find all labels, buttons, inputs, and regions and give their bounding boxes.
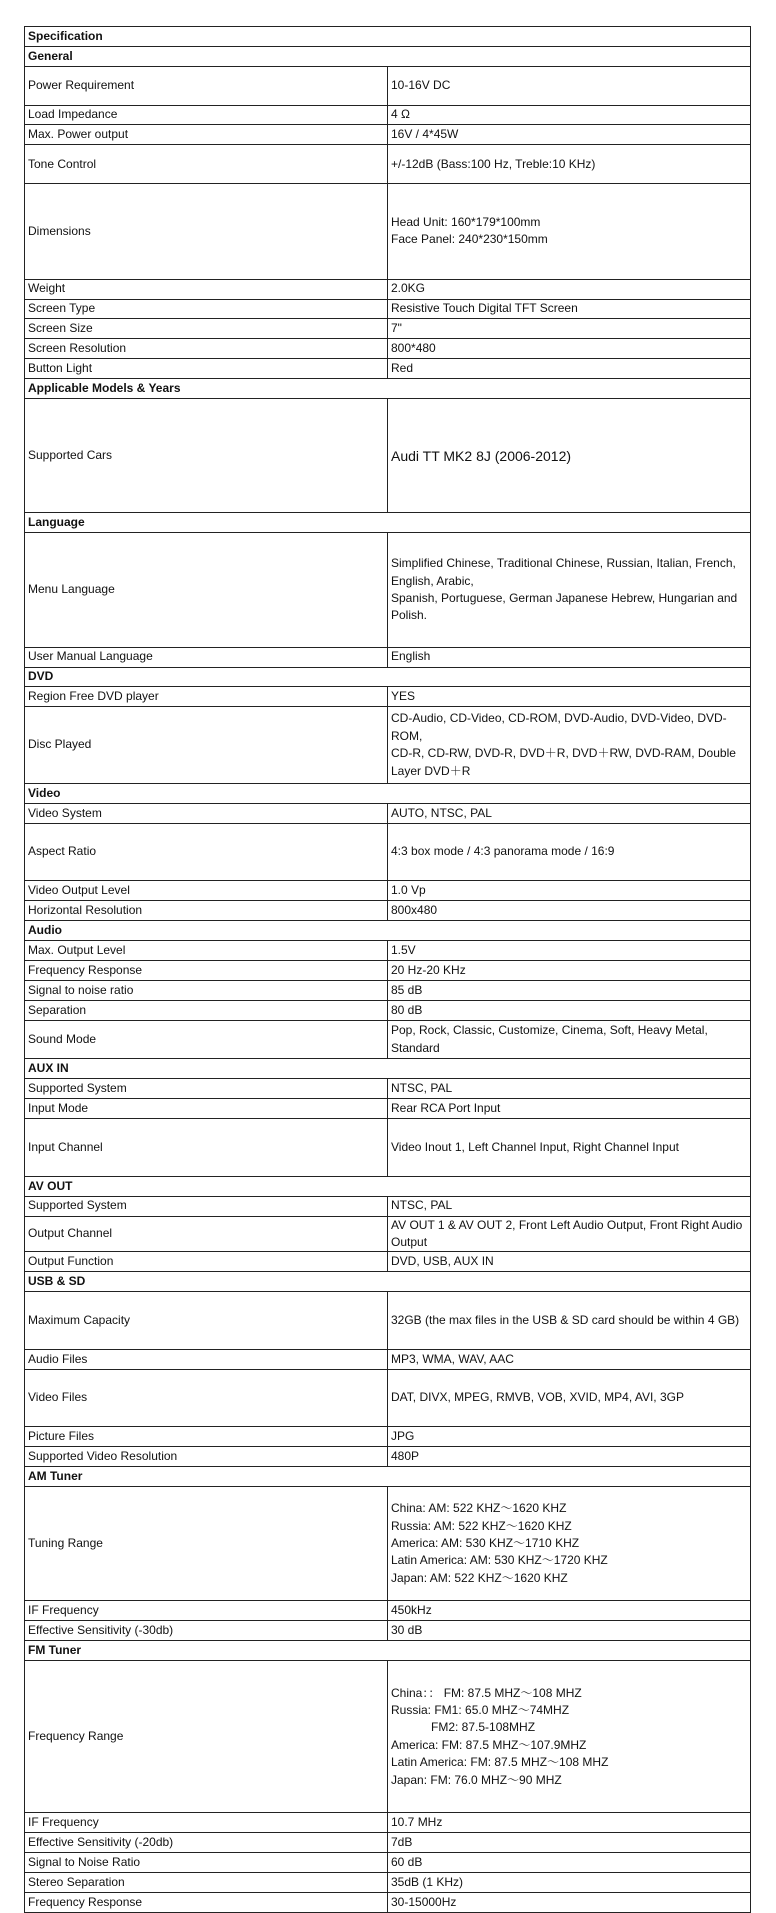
- spec-row: [25, 1000, 751, 1020]
- spec-label: Supported Video Resolution: [25, 1447, 388, 1467]
- spec-row: [25, 125, 751, 145]
- spec-label: Stereo Separation: [25, 1873, 388, 1893]
- spec-value-line: +/-12dB (Bass:100 Hz, Treble:10 KHz): [391, 156, 596, 171]
- section-header-row: [25, 783, 751, 803]
- section-title: AV OUT: [25, 1176, 751, 1196]
- spec-value: [388, 399, 751, 513]
- spec-value: [388, 1853, 751, 1873]
- spec-label: Video Output Level: [25, 881, 388, 901]
- spec-label: Disc Played: [25, 707, 388, 784]
- spec-label: Dimensions: [25, 184, 388, 280]
- spec-value-line: 7dB: [391, 1834, 413, 1849]
- section-header-row: [25, 921, 751, 941]
- section-title: USB & SD: [25, 1272, 751, 1292]
- spec-row: [25, 1601, 751, 1621]
- spec-row: [25, 1873, 751, 1893]
- spec-row: [25, 1853, 751, 1873]
- spec-value: [388, 533, 751, 647]
- spec-value: [388, 1099, 751, 1119]
- spec-value-line: DAT, DIVX, MPEG, RMVB, VOB, XVID, MP4, AVI, 3GP: [391, 1390, 684, 1405]
- spec-label: Audio Files: [25, 1349, 388, 1369]
- spec-value-line: 7": [391, 321, 402, 336]
- spec-label: Input Mode: [25, 1099, 388, 1119]
- spec-label: Power Requirement: [25, 66, 388, 105]
- spec-value: [388, 1349, 751, 1369]
- spec-label: Picture Files: [25, 1427, 388, 1447]
- spec-value-line: 20 Hz-20 KHz: [391, 962, 466, 977]
- spec-value: [388, 960, 751, 980]
- section-title: Specification: [25, 27, 751, 47]
- spec-value: [388, 1427, 751, 1447]
- spec-row: [25, 901, 751, 921]
- spec-label: Tuning Range: [25, 1487, 388, 1601]
- spec-value: [388, 823, 751, 881]
- spec-value-line: Japan: FM: 76.0 MHZ～90 MHZ: [391, 1772, 562, 1787]
- section-title: AUX IN: [25, 1059, 751, 1079]
- spec-row: [25, 1119, 751, 1177]
- spec-row: [25, 881, 751, 901]
- spec-row: [25, 980, 751, 1000]
- spec-row: [25, 960, 751, 980]
- spec-value-line: 32GB (the max files in the USB & SD card should be within 4 GB): [391, 1312, 740, 1327]
- spec-label: User Manual Language: [25, 647, 388, 667]
- spec-label: Menu Language: [25, 533, 388, 647]
- spec-value: [388, 1119, 751, 1177]
- spec-row: [25, 1427, 751, 1447]
- spec-value-line: 35dB (1 KHz): [391, 1874, 464, 1889]
- section-header-row: [25, 27, 751, 47]
- spec-value-line: Spanish, Portuguese, German Japanese Hebrew, Hungarian and Polish.: [391, 590, 738, 623]
- spec-value-line: 80 dB: [391, 1002, 423, 1017]
- spec-row: [25, 1833, 751, 1853]
- spec-value-line: 450kHz: [391, 1603, 432, 1618]
- spec-value-line: NTSC, PAL: [391, 1081, 453, 1096]
- spec-label: Horizontal Resolution: [25, 901, 388, 921]
- spec-value: [388, 1447, 751, 1467]
- spec-row: [25, 359, 751, 379]
- section-title: Video: [25, 783, 751, 803]
- spec-value: [388, 687, 751, 707]
- spec-row: [25, 339, 751, 359]
- spec-value: [388, 319, 751, 339]
- section-header-row: [25, 1272, 751, 1292]
- spec-value-line: 2.0KG: [391, 281, 426, 296]
- spec-value: [388, 803, 751, 823]
- spec-value: [388, 1621, 751, 1641]
- spec-label: Tone Control: [25, 145, 388, 184]
- spec-label: IF Frequency: [25, 1601, 388, 1621]
- spec-value: [388, 1813, 751, 1833]
- spec-value: [388, 1369, 751, 1427]
- spec-row: [25, 1216, 751, 1252]
- spec-row: [25, 707, 751, 784]
- spec-label: Screen Resolution: [25, 339, 388, 359]
- spec-label: Supported System: [25, 1196, 388, 1216]
- spec-value-line: 10.7 MHz: [391, 1815, 443, 1830]
- spec-row: [25, 1196, 751, 1216]
- spec-label: Effective Sensitivity (-30db): [25, 1621, 388, 1641]
- spec-value-line: Simplified Chinese, Traditional Chinese, Russian, Italian, French, English, Arabic,: [391, 556, 736, 588]
- section-title: Audio: [25, 921, 751, 941]
- spec-value-line: 800x480: [391, 903, 438, 918]
- spec-value-line: Face Panel: 240*230*150mm: [391, 232, 548, 247]
- spec-value-line: China：： FM: 87.5 MHZ～108 MHZ: [391, 1685, 582, 1700]
- spec-label: Load Impedance: [25, 105, 388, 125]
- spec-value-line: Video Inout 1, Left Channel Input, Right Channel Input: [391, 1139, 679, 1154]
- spec-value: [388, 66, 751, 105]
- spec-row: [25, 279, 751, 299]
- spec-row: [25, 1292, 751, 1350]
- spec-value: [388, 647, 751, 667]
- section-title: Applicable Models & Years: [25, 379, 751, 399]
- section-title: Language: [25, 513, 751, 533]
- spec-label: Region Free DVD player: [25, 687, 388, 707]
- spec-row: [25, 647, 751, 667]
- spec-label: IF Frequency: [25, 1813, 388, 1833]
- spec-value: [388, 1000, 751, 1020]
- spec-value-line: 4 Ω: [391, 107, 410, 122]
- spec-value: [388, 125, 751, 145]
- spec-value: [388, 1661, 751, 1813]
- spec-row: [25, 687, 751, 707]
- spec-value: [388, 881, 751, 901]
- spec-value-line: NTSC, PAL: [391, 1198, 453, 1213]
- spec-value-line: China: AM: 522 KHZ～1620 KHZ: [391, 1501, 567, 1516]
- spec-value: [388, 105, 751, 125]
- spec-value: [388, 1873, 751, 1893]
- spec-value-line: Head Unit: 160*179*100mm: [391, 215, 541, 230]
- spec-value: [388, 145, 751, 184]
- spec-label: Frequency Response: [25, 960, 388, 980]
- spec-value: [388, 359, 751, 379]
- spec-row: [25, 1621, 751, 1641]
- section-header-row: [25, 667, 751, 687]
- spec-value-line: 480P: [391, 1449, 420, 1464]
- spec-row: [25, 941, 751, 961]
- spec-value-line: Japan: AM: 522 KHZ～1620 KHZ: [391, 1570, 568, 1585]
- spec-value: [388, 980, 751, 1000]
- spec-row: [25, 1487, 751, 1601]
- spec-value: [388, 941, 751, 961]
- spec-value-line: FM2: 87.5-108MHZ: [431, 1720, 536, 1735]
- spec-row: [25, 823, 751, 881]
- spec-value: [388, 1079, 751, 1099]
- spec-value-line: 30-15000Hz: [391, 1894, 457, 1909]
- spec-value-line: Audi TT MK2 8J (2006-2012): [391, 447, 572, 464]
- spec-value-line: English: [391, 649, 431, 664]
- spec-label: Effective Sensitivity (-20db): [25, 1833, 388, 1853]
- spec-value-line: 800*480: [391, 341, 436, 356]
- spec-value-line: 1.5V: [391, 942, 416, 957]
- section-header-row: [25, 1059, 751, 1079]
- spec-value-line: DVD, USB, AUX IN: [391, 1254, 494, 1269]
- spec-row: [25, 66, 751, 105]
- spec-value-line: 10-16V DC: [391, 77, 451, 92]
- spec-value: [388, 1020, 751, 1059]
- spec-value-line: 30 dB: [391, 1623, 423, 1638]
- spec-value: [388, 1833, 751, 1853]
- section-header-row: [25, 513, 751, 533]
- section-title: AM Tuner: [25, 1467, 751, 1487]
- spec-label: Signal to noise ratio: [25, 980, 388, 1000]
- spec-label: Signal to Noise Ratio: [25, 1853, 388, 1873]
- spec-value-line: America: FM: 87.5 MHZ～107.9MHZ: [391, 1737, 587, 1752]
- section-header-row: [25, 379, 751, 399]
- spec-value: [388, 1252, 751, 1272]
- spec-value: [388, 707, 751, 784]
- spec-value-line: America: AM: 530 KHZ～1710 KHZ: [391, 1536, 580, 1551]
- spec-value-line: Rear RCA Port Input: [391, 1100, 501, 1115]
- spec-value-line: AUTO, NTSC, PAL: [391, 805, 492, 820]
- spec-row: [25, 184, 751, 280]
- spec-label: Frequency Range: [25, 1661, 388, 1813]
- spec-label: Screen Size: [25, 319, 388, 339]
- spec-row: [25, 399, 751, 513]
- spec-value-line: Pop, Rock, Classic, Customize, Cinema, Soft, Heavy Metal, Standard: [391, 1023, 708, 1055]
- spec-value-line: CD-R, CD-RW, DVD-R, DVD＋R, DVD＋RW, DVD-RAM, Double Layer DVD＋R: [391, 746, 736, 778]
- spec-value-line: 60 dB: [391, 1854, 423, 1869]
- spec-value-line: YES: [391, 689, 416, 704]
- spec-row: [25, 319, 751, 339]
- spec-row: [25, 105, 751, 125]
- spec-value: [388, 1292, 751, 1350]
- spec-label: Separation: [25, 1000, 388, 1020]
- spec-label: Video Files: [25, 1369, 388, 1427]
- spec-label: Button Light: [25, 359, 388, 379]
- spec-table: [24, 26, 751, 1913]
- spec-row: [25, 1447, 751, 1467]
- spec-value-line: Latin America: AM: 530 KHZ～1720 KHZ: [391, 1553, 608, 1568]
- spec-label: Output Channel: [25, 1216, 388, 1252]
- spec-row: [25, 1020, 751, 1059]
- spec-label: Output Function: [25, 1252, 388, 1272]
- spec-value: [388, 339, 751, 359]
- spec-value-line: 4:3 box mode / 4:3 panorama mode / 16:9: [391, 844, 615, 859]
- spec-label: Supported System: [25, 1079, 388, 1099]
- spec-row: [25, 803, 751, 823]
- spec-value: [388, 1892, 751, 1912]
- section-title: General: [25, 46, 751, 66]
- spec-value-line: JPG: [391, 1429, 415, 1444]
- spec-value: [388, 184, 751, 280]
- spec-value-line: 1.0 Vp: [391, 883, 426, 898]
- spec-label: Aspect Ratio: [25, 823, 388, 881]
- section-title: FM Tuner: [25, 1641, 751, 1661]
- spec-value-line: Latin America: FM: 87.5 MHZ～108 MHZ: [391, 1755, 609, 1770]
- spec-label: Supported Cars: [25, 399, 388, 513]
- spec-label: Max. Output Level: [25, 941, 388, 961]
- spec-label: Frequency Response: [25, 1892, 388, 1912]
- section-header-row: [25, 46, 751, 66]
- section-title: DVD: [25, 667, 751, 687]
- spec-value-line: 16V / 4*45W: [391, 127, 459, 142]
- spec-row: [25, 1099, 751, 1119]
- spec-value-line: Russia: FM1: 65.0 MHZ～74MHZ: [391, 1702, 570, 1717]
- spec-row: [25, 1349, 751, 1369]
- spec-label: Input Channel: [25, 1119, 388, 1177]
- spec-label: Screen Type: [25, 299, 388, 319]
- spec-value-line: MP3, WMA, WAV, AAC: [391, 1351, 514, 1366]
- spec-row: [25, 533, 751, 647]
- spec-value-line: 85 dB: [391, 982, 423, 997]
- spec-value-line: AV OUT 1 & AV OUT 2, Front Left Audio Output, Front Right Audio Output: [391, 1217, 743, 1249]
- spec-row: [25, 1369, 751, 1427]
- spec-value-line: CD-Audio, CD-Video, CD-ROM, DVD-Audio, DVD-Video, DVD-ROM,: [391, 711, 727, 743]
- spec-table-body: [25, 27, 751, 1913]
- section-header-row: [25, 1641, 751, 1661]
- spec-value-line: Red: [391, 360, 414, 375]
- spec-row: [25, 1661, 751, 1813]
- spec-value: [388, 1216, 751, 1252]
- spec-label: Max. Power output: [25, 125, 388, 145]
- spec-label: Video System: [25, 803, 388, 823]
- spec-label: Sound Mode: [25, 1020, 388, 1059]
- spec-label: Maximum Capacity: [25, 1292, 388, 1350]
- spec-value: [388, 901, 751, 921]
- section-header-row: [25, 1467, 751, 1487]
- section-header-row: [25, 1176, 751, 1196]
- spec-row: [25, 1813, 751, 1833]
- spec-value: [388, 299, 751, 319]
- spec-row: [25, 299, 751, 319]
- spec-value: [388, 279, 751, 299]
- spec-label: Weight: [25, 279, 388, 299]
- spec-value-line: Russia: AM: 522 KHZ～1620 KHZ: [391, 1518, 572, 1533]
- spec-value-line: Resistive Touch Digital TFT Screen: [391, 301, 578, 316]
- spec-value: [388, 1487, 751, 1601]
- spec-row: [25, 1892, 751, 1912]
- spec-value: [388, 1601, 751, 1621]
- spec-row: [25, 1079, 751, 1099]
- spec-value: [388, 1196, 751, 1216]
- spec-row: [25, 1252, 751, 1272]
- spec-row: [25, 145, 751, 184]
